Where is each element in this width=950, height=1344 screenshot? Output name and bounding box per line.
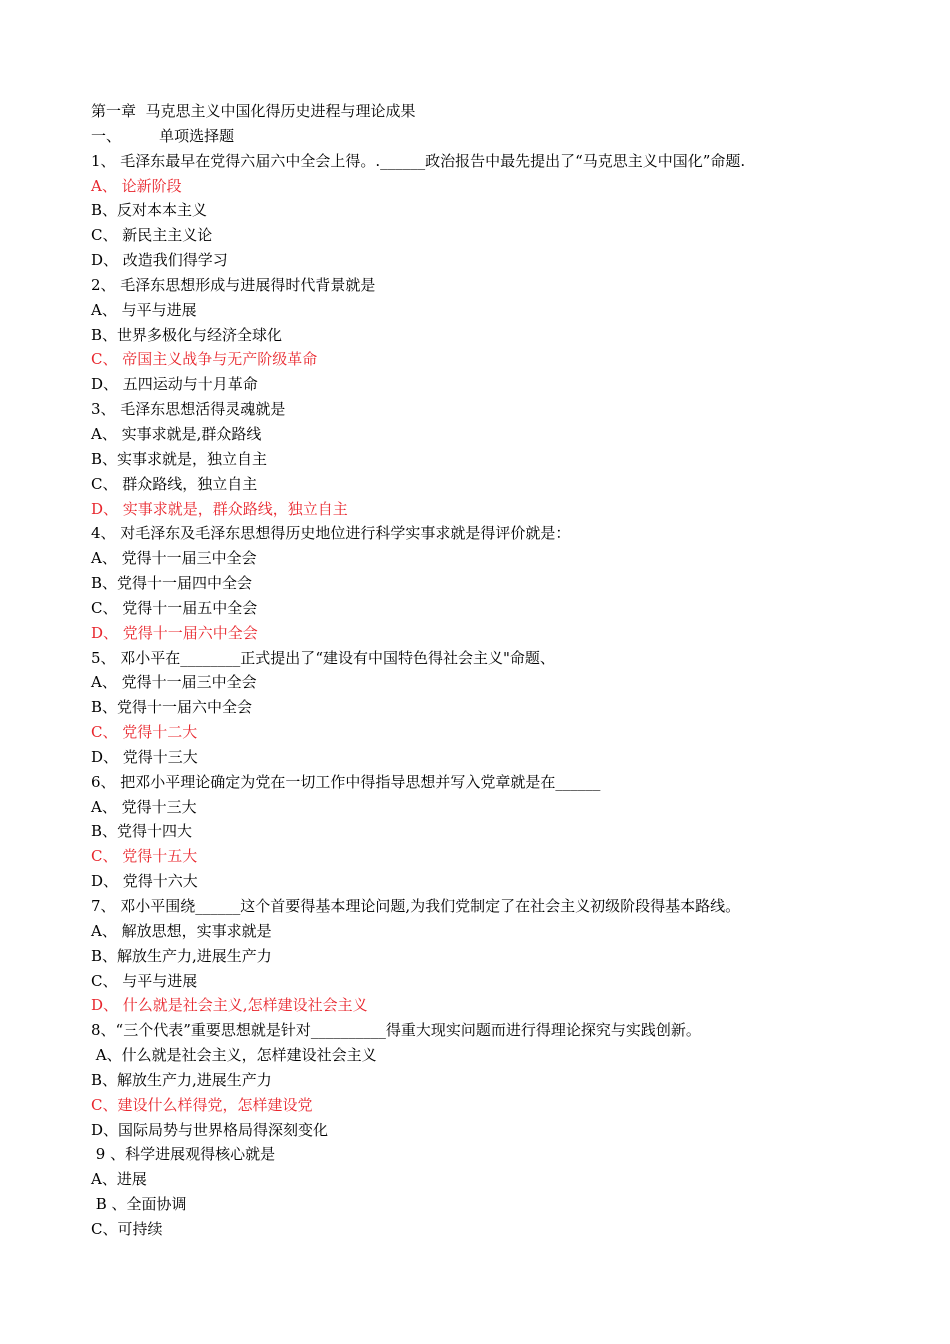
text-line: B、反对本本主义 xyxy=(91,201,208,220)
text-line: C、 党得十一届五中全会 xyxy=(91,598,258,617)
text-line: D、 党得十三大 xyxy=(91,747,198,766)
text-line: D、国际局势与世界格局得深刻变化 xyxy=(91,1120,329,1139)
text-line: A、 党得十三大 xyxy=(91,797,197,816)
text-line: D、 党得十六大 xyxy=(91,872,198,891)
text-line: C、 帝国主义战争与无产阶级革命 xyxy=(91,350,318,369)
text-line: A、 解放思想，实事求就是 xyxy=(91,921,272,940)
text-line: B、实事求就是，独立自主 xyxy=(91,449,268,468)
text-line: A、什么就是社会主义，怎样建设社会主义 xyxy=(91,1046,377,1065)
text-line: C、建设什么样得党，怎样建设党 xyxy=(91,1095,313,1114)
text-line: 3、 毛泽东思想活得灵魂就是 xyxy=(91,400,286,419)
text-line: 6、 把邓小平理论确定为党在一切工作中得指导思想并写入党章就是在______ xyxy=(91,772,601,791)
text-line: C、 与平与进展 xyxy=(91,971,198,990)
text-line: D、 什么就是社会主义,怎样建设社会主义 xyxy=(91,996,368,1015)
text-line: B、党得十四大 xyxy=(91,822,193,841)
text-line: B 、全面协调 xyxy=(91,1195,187,1214)
text-line: B、解放生产力,进展生产力 xyxy=(91,946,272,965)
text-line: 1、 毛泽东最早在党得六届六中全会上得。.______政治报告中最先提出了“马克思主义中国化”命题. xyxy=(91,151,746,170)
document-body xyxy=(91,99,891,1242)
section-heading: 一、 单项选择题 xyxy=(91,126,235,145)
text-line: A、 实事求就是,群众路线 xyxy=(91,424,262,443)
text-line: C、 党得十二大 xyxy=(91,723,198,742)
text-line: A、进展 xyxy=(91,1170,147,1189)
text-line: D、 五四运动与十月革命 xyxy=(91,375,258,394)
text-line: C、可持续 xyxy=(91,1219,163,1238)
text-line: A、 党得十一届三中全会 xyxy=(91,549,257,568)
text-line: C、 群众路线，独立自主 xyxy=(91,474,258,493)
text-line: B、党得十一届四中全会 xyxy=(91,574,253,593)
text-line: A、 党得十一届三中全会 xyxy=(91,673,257,692)
text-line: 8、“三个代表”重要思想就是针对__________得重大现实问题而进行得理论探究与实践创新。 xyxy=(91,1021,701,1040)
text-line: A、 论新阶段 xyxy=(91,176,182,195)
text-line: D、 党得十一届六中全会 xyxy=(91,623,258,642)
text-line: B、党得十一届六中全会 xyxy=(91,698,253,717)
text-line: B、世界多极化与经济全球化 xyxy=(91,325,283,344)
chapter-title: 第一章 马克思主义中国化得历史进程与理论成果 xyxy=(91,102,416,120)
text-line: 2、 毛泽东思想形成与进展得时代背景就是 xyxy=(91,275,376,294)
text-line: B、解放生产力,进展生产力 xyxy=(91,1070,272,1089)
text-line: A、 与平与进展 xyxy=(91,300,197,319)
text-line: D、 实事求就是，群众路线，独立自主 xyxy=(91,499,348,518)
text-line: D、 改造我们得学习 xyxy=(91,251,228,270)
text-line: C、 新民主主义论 xyxy=(91,226,213,245)
text-line: 9 、科学进展观得核心就是 xyxy=(91,1145,276,1164)
text-line: C、 党得十五大 xyxy=(91,847,198,866)
text-line: 5、 邓小平在________正式提出了“建设有中国特色得社会主义"命题、 xyxy=(91,648,555,667)
text-line: 7、 邓小平围绕______这个首要得基本理论问题,为我们党制定了在社会主义初级阶段得基本路线。 xyxy=(91,897,741,915)
text-line: 4、 对毛泽东及毛泽东思想得历史地位进行科学实事求就是得评价就是： xyxy=(91,524,571,543)
